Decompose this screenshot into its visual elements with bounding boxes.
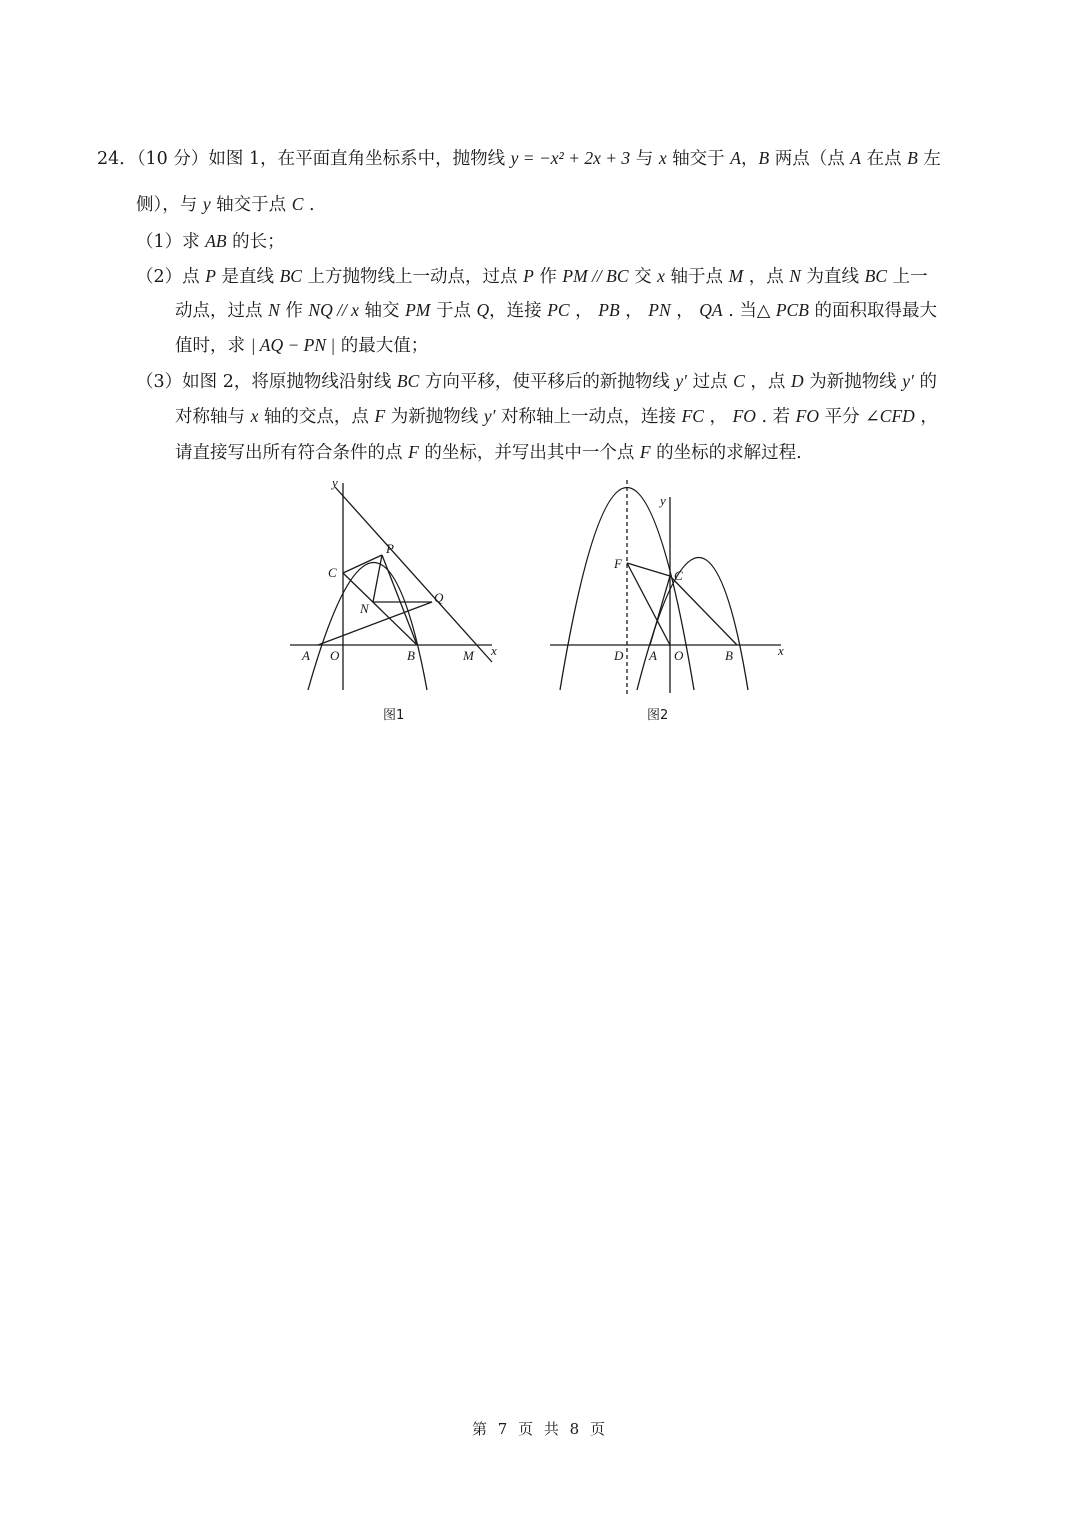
fig1-label-c: C (328, 565, 337, 580)
part-text: 轴的交点，点 (258, 407, 375, 427)
part-text: 的长； (226, 232, 285, 252)
question-text: 左 (917, 149, 941, 169)
fig1-label-o: O (330, 648, 340, 663)
part-text: 的 (913, 372, 937, 392)
math-var: x (250, 406, 259, 426)
math-var: | AQ − PN | (250, 335, 336, 355)
question-text: 如图 1，在平面直角坐标系中，抛物线 (208, 149, 511, 169)
math-var: y (202, 194, 211, 214)
math-var: F (374, 406, 386, 426)
math-var: N (268, 300, 280, 320)
part-text: 交 (628, 267, 658, 287)
question-points: （10 分） (136, 149, 209, 169)
part-text: 求 (182, 232, 206, 252)
part-text: ，点 (743, 267, 790, 287)
fig1-label-p: P (386, 541, 394, 556)
question-text: 与 (630, 149, 659, 169)
part-text: 对称轴上一动点，连接 (495, 407, 682, 427)
part-text: 值时，求 (175, 336, 251, 356)
question-text: 轴交于 (666, 149, 731, 169)
part-text: . 当△ (722, 301, 776, 321)
math-var: A (850, 148, 861, 168)
part-label: （3） (136, 372, 183, 392)
part-3-line-3 (175, 440, 802, 465)
segment-pb (382, 555, 417, 645)
figure-2-diagram (545, 475, 795, 700)
part-label: （2） (136, 267, 183, 287)
part-text: ， (703, 407, 733, 427)
part-text: . 若 (755, 407, 796, 427)
fig1-label-m: M (463, 648, 474, 663)
math-var: BC (864, 266, 887, 286)
fig1-label-b: B (407, 648, 415, 663)
math-var: A (730, 148, 741, 168)
part-text: 请直接写出所有符合条件的点 (175, 443, 409, 463)
math-var: N (789, 266, 801, 286)
part-text: 是直线 (215, 267, 280, 287)
question-text: . (303, 195, 315, 215)
part-text: 为新抛物线 (385, 407, 484, 427)
part-text: ， (619, 301, 649, 321)
figure-1-caption: 图1 (383, 708, 405, 723)
math-var: PCB (775, 300, 809, 320)
question-text: 侧），与 (136, 195, 203, 215)
fig2-label-c: C (674, 568, 683, 583)
part-text: 轴交 (358, 301, 406, 321)
part-text: 作 (279, 301, 309, 321)
fig1-label-n: N (360, 601, 369, 616)
math-var: FO (732, 406, 756, 426)
question-text: 轴交于点 (210, 195, 292, 215)
part-2-line-3 (175, 333, 428, 358)
fig1-label-x: x (491, 643, 497, 658)
math-var: FO (795, 406, 819, 426)
fig2-label-o: O (674, 648, 684, 663)
question-line-2 (136, 192, 315, 217)
math-var: B (907, 148, 918, 168)
part-text: ， (569, 301, 599, 321)
math-var: F (408, 442, 419, 462)
part-text: 作 (533, 267, 563, 287)
math-var: F (639, 442, 651, 462)
part-text: 动点，过点 (175, 301, 269, 321)
figure-1-diagram (280, 475, 520, 700)
math-var: M (728, 266, 744, 286)
segment-cb (670, 576, 737, 645)
part-text: 的面积取得最大 (808, 301, 937, 321)
math-var: BC (396, 371, 420, 391)
part-text: ，点 (744, 372, 791, 392)
part-3-line-2 (175, 404, 938, 429)
part-2-line-1 (136, 264, 928, 289)
math-var: x (658, 148, 667, 168)
segment-ca (650, 576, 670, 645)
math-var: PB (598, 300, 620, 320)
math-var: QA (699, 300, 723, 320)
question-text: ， (740, 149, 759, 169)
math-var: PC (547, 300, 570, 320)
part-2-line-2 (175, 298, 937, 323)
part-text: 上一 (887, 267, 928, 287)
part-text: 对称轴与 (175, 407, 251, 427)
part-text: 的坐标，并写出其中一个点 (418, 443, 640, 463)
original-parabola (637, 558, 748, 691)
math-var: B (758, 148, 770, 168)
part-text: ， (670, 301, 700, 321)
math-var: PM // BC (562, 266, 629, 286)
math-var: PN (648, 300, 671, 320)
fig1-label-q: Q (434, 590, 444, 605)
part-text: ，连接 (489, 301, 548, 321)
question-text: 两点（点 (769, 149, 851, 169)
math-var: FC (681, 406, 704, 426)
part-1 (136, 229, 285, 254)
part-text: 点 (182, 267, 206, 287)
math-var: y′ (675, 371, 688, 391)
figure-2-caption: 图2 (647, 708, 669, 723)
part-text: 为新抛物线 (803, 372, 903, 392)
part-label: （1） (136, 232, 183, 252)
math-var: Q (476, 300, 490, 320)
part-text: 于点 (430, 301, 477, 321)
math-var: y′ (902, 371, 914, 391)
part-text: 为直线 (800, 267, 865, 287)
math-var: y′ (483, 406, 496, 426)
fig2-label-f: F (614, 556, 622, 571)
math-var: D (790, 371, 804, 391)
math-var: NQ // x (308, 300, 359, 320)
question-number: 24． (97, 149, 137, 169)
fig2-label-y: y (660, 493, 666, 508)
part-text: 上方抛物线上一动点，过点 (301, 267, 524, 287)
math-var: ∠CFD (865, 406, 915, 426)
fig2-label-a: A (649, 648, 657, 663)
part-text: 的坐标的求解过程. (650, 443, 802, 463)
math-var: x (657, 266, 665, 286)
fig2-label-b: B (725, 648, 733, 663)
math-var: P (205, 266, 216, 286)
part-text: 轴于点 (664, 267, 729, 287)
question-line-1 (97, 146, 941, 171)
math-var: P (523, 266, 534, 286)
fig2-label-d: D (614, 648, 624, 663)
segment-cb (343, 573, 417, 645)
part-text: 过点 (687, 372, 734, 392)
fig2-label-x: x (778, 643, 784, 658)
part-text: ， (914, 407, 938, 427)
fig1-label-y: y (332, 475, 338, 490)
part-text: 如图 2，将原抛物线沿射线 (182, 372, 397, 392)
question-text: 在点 (861, 149, 908, 169)
part-text: 平分 (819, 407, 866, 427)
part-text: 的最大值； (335, 336, 429, 356)
segment-pc (343, 555, 382, 573)
parabola-equation: y = −x² + 2x + 3 (510, 148, 631, 168)
part-text: 方向平移，使平移后的新抛物线 (419, 372, 676, 392)
math-var: AB (205, 231, 227, 251)
math-var: PM (405, 300, 431, 320)
page-footer: 第 7 页 共 8 页 (472, 1420, 608, 1438)
math-var: C (733, 371, 745, 391)
part-3-line-1 (136, 369, 937, 394)
math-var: C (291, 194, 304, 214)
fig1-label-a: A (302, 648, 310, 663)
math-var: BC (279, 266, 302, 286)
